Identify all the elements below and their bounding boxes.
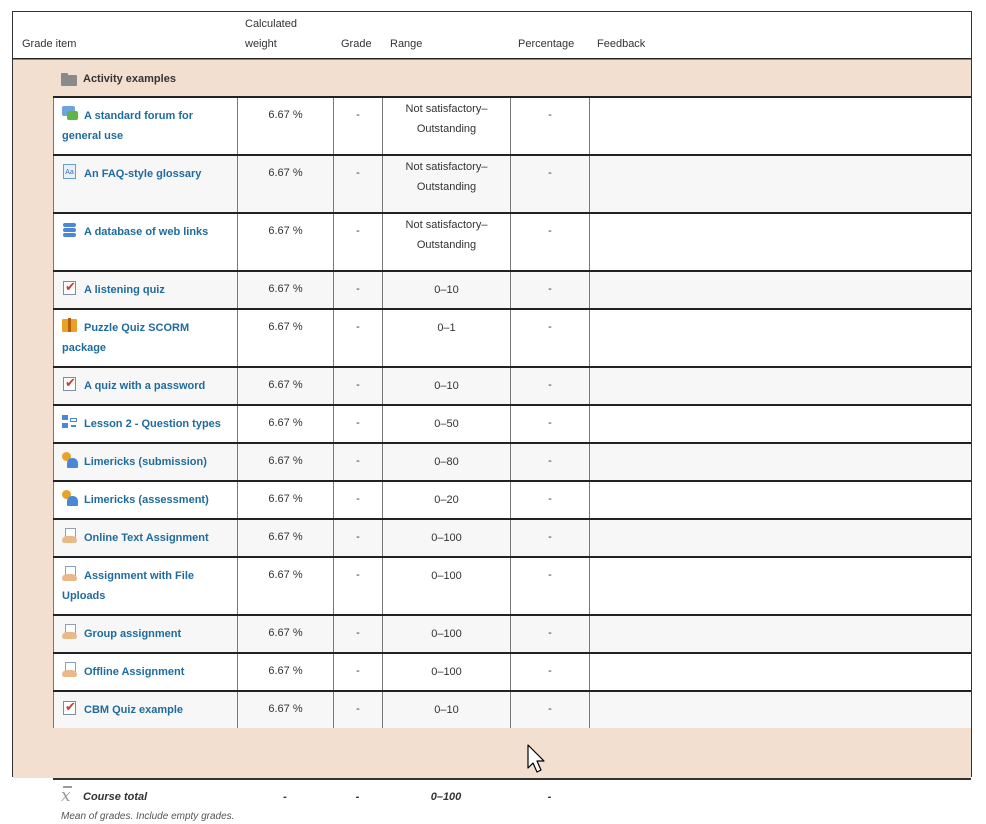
grade-cell: - (333, 444, 382, 480)
grade-item-line (62, 280, 231, 300)
range-cell (382, 310, 510, 366)
percentage-cell: - (510, 406, 589, 442)
feedback-cell (589, 156, 971, 212)
lesson-icon (62, 414, 78, 430)
range-cell (382, 272, 510, 308)
grade-item-line (62, 222, 231, 242)
calculated-weight-cell: 6.67 % (237, 654, 333, 690)
calculated-weight-cell: 6.67 % (237, 444, 333, 480)
table-row (53, 614, 971, 652)
course-total-divider (53, 778, 971, 780)
grade-item-link[interactable]: CBM Quiz example (84, 704, 184, 716)
grade-item-cell (53, 616, 237, 652)
assignment-icon (62, 528, 78, 544)
calculated-weight-cell: 6.67 % (237, 214, 333, 270)
grade-item-cell (53, 692, 237, 728)
grade-item-line (62, 662, 231, 682)
mean-icon: x (61, 786, 71, 806)
percentage-cell: - (510, 616, 589, 652)
feedback-cell (589, 482, 971, 518)
range-cell (382, 692, 510, 728)
table-row (53, 690, 971, 728)
calculated-weight-cell: 6.67 % (237, 558, 333, 614)
percentage-cell: - (510, 368, 589, 404)
table-row (53, 154, 971, 212)
range-cell (382, 520, 510, 556)
quiz-icon (62, 280, 78, 296)
range-cell (382, 214, 510, 270)
header-calculated-weight-line2[interactable]: weight (245, 38, 277, 50)
calculated-weight-cell: 6.67 % (237, 272, 333, 308)
grade-cell: - (333, 214, 382, 270)
header-calculated-weight-line1[interactable]: Calculated (245, 18, 297, 30)
course-total-label: Course total (83, 791, 148, 803)
calculated-weight-cell: 6.67 % (237, 310, 333, 366)
header-grade[interactable]: Grade (341, 38, 372, 50)
range-value: 0–100 (431, 532, 462, 544)
grade-item-cell (53, 654, 237, 690)
range-value: 0–10 (434, 704, 459, 716)
range-value: 0–20 (434, 494, 459, 506)
grade-item-cell (53, 444, 237, 480)
range-value: 0–10 (434, 380, 459, 392)
feedback-cell (589, 406, 971, 442)
feedback-cell (589, 272, 971, 308)
grade-cell: - (333, 482, 382, 518)
grade-item-link-continued[interactable]: Uploads (62, 590, 106, 602)
workshop-icon (62, 452, 78, 468)
assignment-icon (62, 662, 78, 678)
table-row (53, 308, 971, 366)
range-value: 0–100 (431, 666, 462, 678)
calculated-weight-cell: 6.67 % (237, 368, 333, 404)
category-band (13, 59, 971, 822)
grade-item-cell (53, 310, 237, 366)
course-total-row (53, 778, 971, 824)
grade-item-cell (53, 406, 237, 442)
feedback-cell (589, 558, 971, 614)
feedback-cell (589, 444, 971, 480)
grade-item-cell (53, 98, 237, 154)
grade-item-link[interactable]: An FAQ-style glossary (84, 168, 202, 180)
grade-item-cell (53, 272, 237, 308)
percentage-cell: - (510, 98, 589, 154)
database-icon (62, 222, 78, 238)
range-cell (382, 156, 510, 212)
table-row (53, 652, 971, 690)
range-cell (382, 558, 510, 614)
grade-item-line (62, 376, 231, 396)
range-cell (382, 482, 510, 518)
feedback-cell (589, 368, 971, 404)
range-cell (382, 654, 510, 690)
range-cell (382, 406, 510, 442)
range-value: 0–1 (437, 322, 456, 334)
feedback-cell (589, 98, 971, 154)
table-row (53, 212, 971, 270)
calculated-weight-cell: 6.67 % (237, 692, 333, 728)
grade-item-line (62, 414, 231, 434)
range-value: 0–10 (434, 284, 459, 296)
category-row (61, 68, 176, 90)
table-row (53, 366, 971, 404)
percentage-cell: - (510, 482, 589, 518)
quiz-icon (62, 376, 78, 392)
calculated-weight-cell: 6.67 % (237, 520, 333, 556)
percentage-cell: - (510, 654, 589, 690)
feedback-cell (589, 214, 971, 270)
header-percentage[interactable]: Percentage (518, 38, 575, 50)
grade-cell: - (333, 616, 382, 652)
grade-item-link[interactable]: Limericks (assessment) (84, 494, 209, 506)
calculated-weight-cell: 6.67 % (237, 98, 333, 154)
header-range[interactable]: Range (390, 38, 423, 50)
table-row (53, 556, 971, 614)
user-grade-report (12, 11, 972, 822)
grade-cell: - (333, 272, 382, 308)
grade-cell: - (333, 406, 382, 442)
grade-item-line (62, 490, 231, 510)
feedback-cell (589, 654, 971, 690)
grade-item-line (62, 318, 231, 338)
grade-item-link[interactable]: Limericks (submission) (84, 456, 207, 468)
quiz-icon (62, 700, 78, 716)
calculated-weight-cell: 6.67 % (237, 156, 333, 212)
grade-item-line (62, 106, 231, 126)
grade-item-link[interactable]: Online Text Assignment (84, 532, 209, 544)
range-value-continued: Outstanding (416, 181, 477, 193)
grade-item-link-continued[interactable]: general use (62, 130, 124, 142)
assignment-icon (62, 566, 78, 582)
grade-item-cell (53, 558, 237, 614)
mouse-cursor-icon (527, 744, 547, 774)
course-total-range: 0–100 (430, 791, 462, 803)
range-cell (382, 616, 510, 652)
range-value: 0–50 (434, 418, 459, 430)
forum-icon (62, 106, 78, 122)
table-row (53, 96, 971, 154)
grade-item-line (62, 624, 231, 644)
range-cell (382, 98, 510, 154)
grade-cell: - (333, 654, 382, 690)
grade-item-link[interactable]: A standard forum for (84, 110, 193, 122)
workshop-icon (62, 490, 78, 506)
grade-item-cell (53, 156, 237, 212)
grade-item-line (62, 528, 231, 548)
percentage-cell: - (510, 156, 589, 212)
grade-item-cell (53, 520, 237, 556)
grade-item-link[interactable]: A database of web links (84, 226, 209, 238)
course-total-grade: - (355, 791, 360, 803)
grade-cell: - (333, 98, 382, 154)
range-cell (382, 368, 510, 404)
grade-item-link[interactable]: Puzzle Quiz SCORM (84, 322, 190, 334)
percentage-cell: - (510, 272, 589, 308)
range-value-continued: Outstanding (416, 239, 477, 251)
grade-item-line (62, 452, 231, 472)
feedback-cell (589, 310, 971, 366)
grade-cell: - (333, 558, 382, 614)
course-total-percentage: - (547, 791, 552, 803)
grade-cell: - (333, 156, 382, 212)
range-value: 0–80 (434, 456, 459, 468)
calculated-weight-cell: 6.67 % (237, 406, 333, 442)
calculated-weight-cell: 6.67 % (237, 482, 333, 518)
range-value: Not satisfactory– (405, 219, 488, 231)
table-row (53, 404, 971, 442)
percentage-cell: - (510, 310, 589, 366)
calculated-weight-cell: 6.67 % (237, 616, 333, 652)
range-value: Not satisfactory– (405, 161, 488, 173)
grade-item-line (62, 700, 231, 720)
grade-item-link[interactable]: A quiz with a password (84, 380, 206, 392)
assignment-icon (62, 624, 78, 640)
range-cell (382, 444, 510, 480)
grade-item-line (62, 164, 231, 184)
grade-cell: - (333, 368, 382, 404)
grade-item-link[interactable]: Lesson 2 - Question types (84, 418, 221, 430)
grade-item-link-continued[interactable]: package (62, 342, 107, 354)
percentage-cell: - (510, 692, 589, 728)
grade-cell: - (333, 310, 382, 366)
grade-item-link[interactable]: A listening quiz (84, 284, 165, 296)
feedback-cell (589, 692, 971, 728)
category-label: Activity examples (83, 73, 176, 85)
percentage-cell: - (510, 444, 589, 480)
feedback-cell (589, 616, 971, 652)
header-grade-item[interactable]: Grade item (22, 38, 77, 50)
grade-items-list (53, 96, 971, 728)
table-row (53, 442, 971, 480)
folder-icon (61, 73, 77, 86)
range-value-continued: Outstanding (416, 123, 477, 135)
percentage-cell: - (510, 214, 589, 270)
grade-item-cell (53, 482, 237, 518)
glossary-icon (62, 164, 78, 180)
percentage-cell: - (510, 558, 589, 614)
scorm-icon (62, 318, 78, 334)
course-total-description: Mean of grades. Include empty grades. (61, 811, 235, 822)
range-value: Not satisfactory– (405, 103, 488, 115)
range-value: 0–100 (431, 570, 462, 582)
grade-item-cell (53, 368, 237, 404)
header-feedback[interactable]: Feedback (597, 38, 646, 50)
grade-item-cell (53, 214, 237, 270)
course-total-weight: - (283, 791, 287, 803)
range-value: 0–100 (431, 628, 462, 640)
table-row (53, 480, 971, 518)
percentage-cell: - (510, 520, 589, 556)
grade-item-link[interactable]: Group assignment (84, 628, 182, 640)
grade-item-link[interactable]: Assignment with File (84, 570, 195, 582)
grade-cell: - (333, 520, 382, 556)
table-row (53, 270, 971, 308)
grade-item-line (62, 566, 231, 586)
grade-cell: - (333, 692, 382, 728)
feedback-cell (589, 520, 971, 556)
table-row (53, 518, 971, 556)
grade-item-link[interactable]: Offline Assignment (84, 666, 185, 678)
table-header (13, 12, 971, 60)
